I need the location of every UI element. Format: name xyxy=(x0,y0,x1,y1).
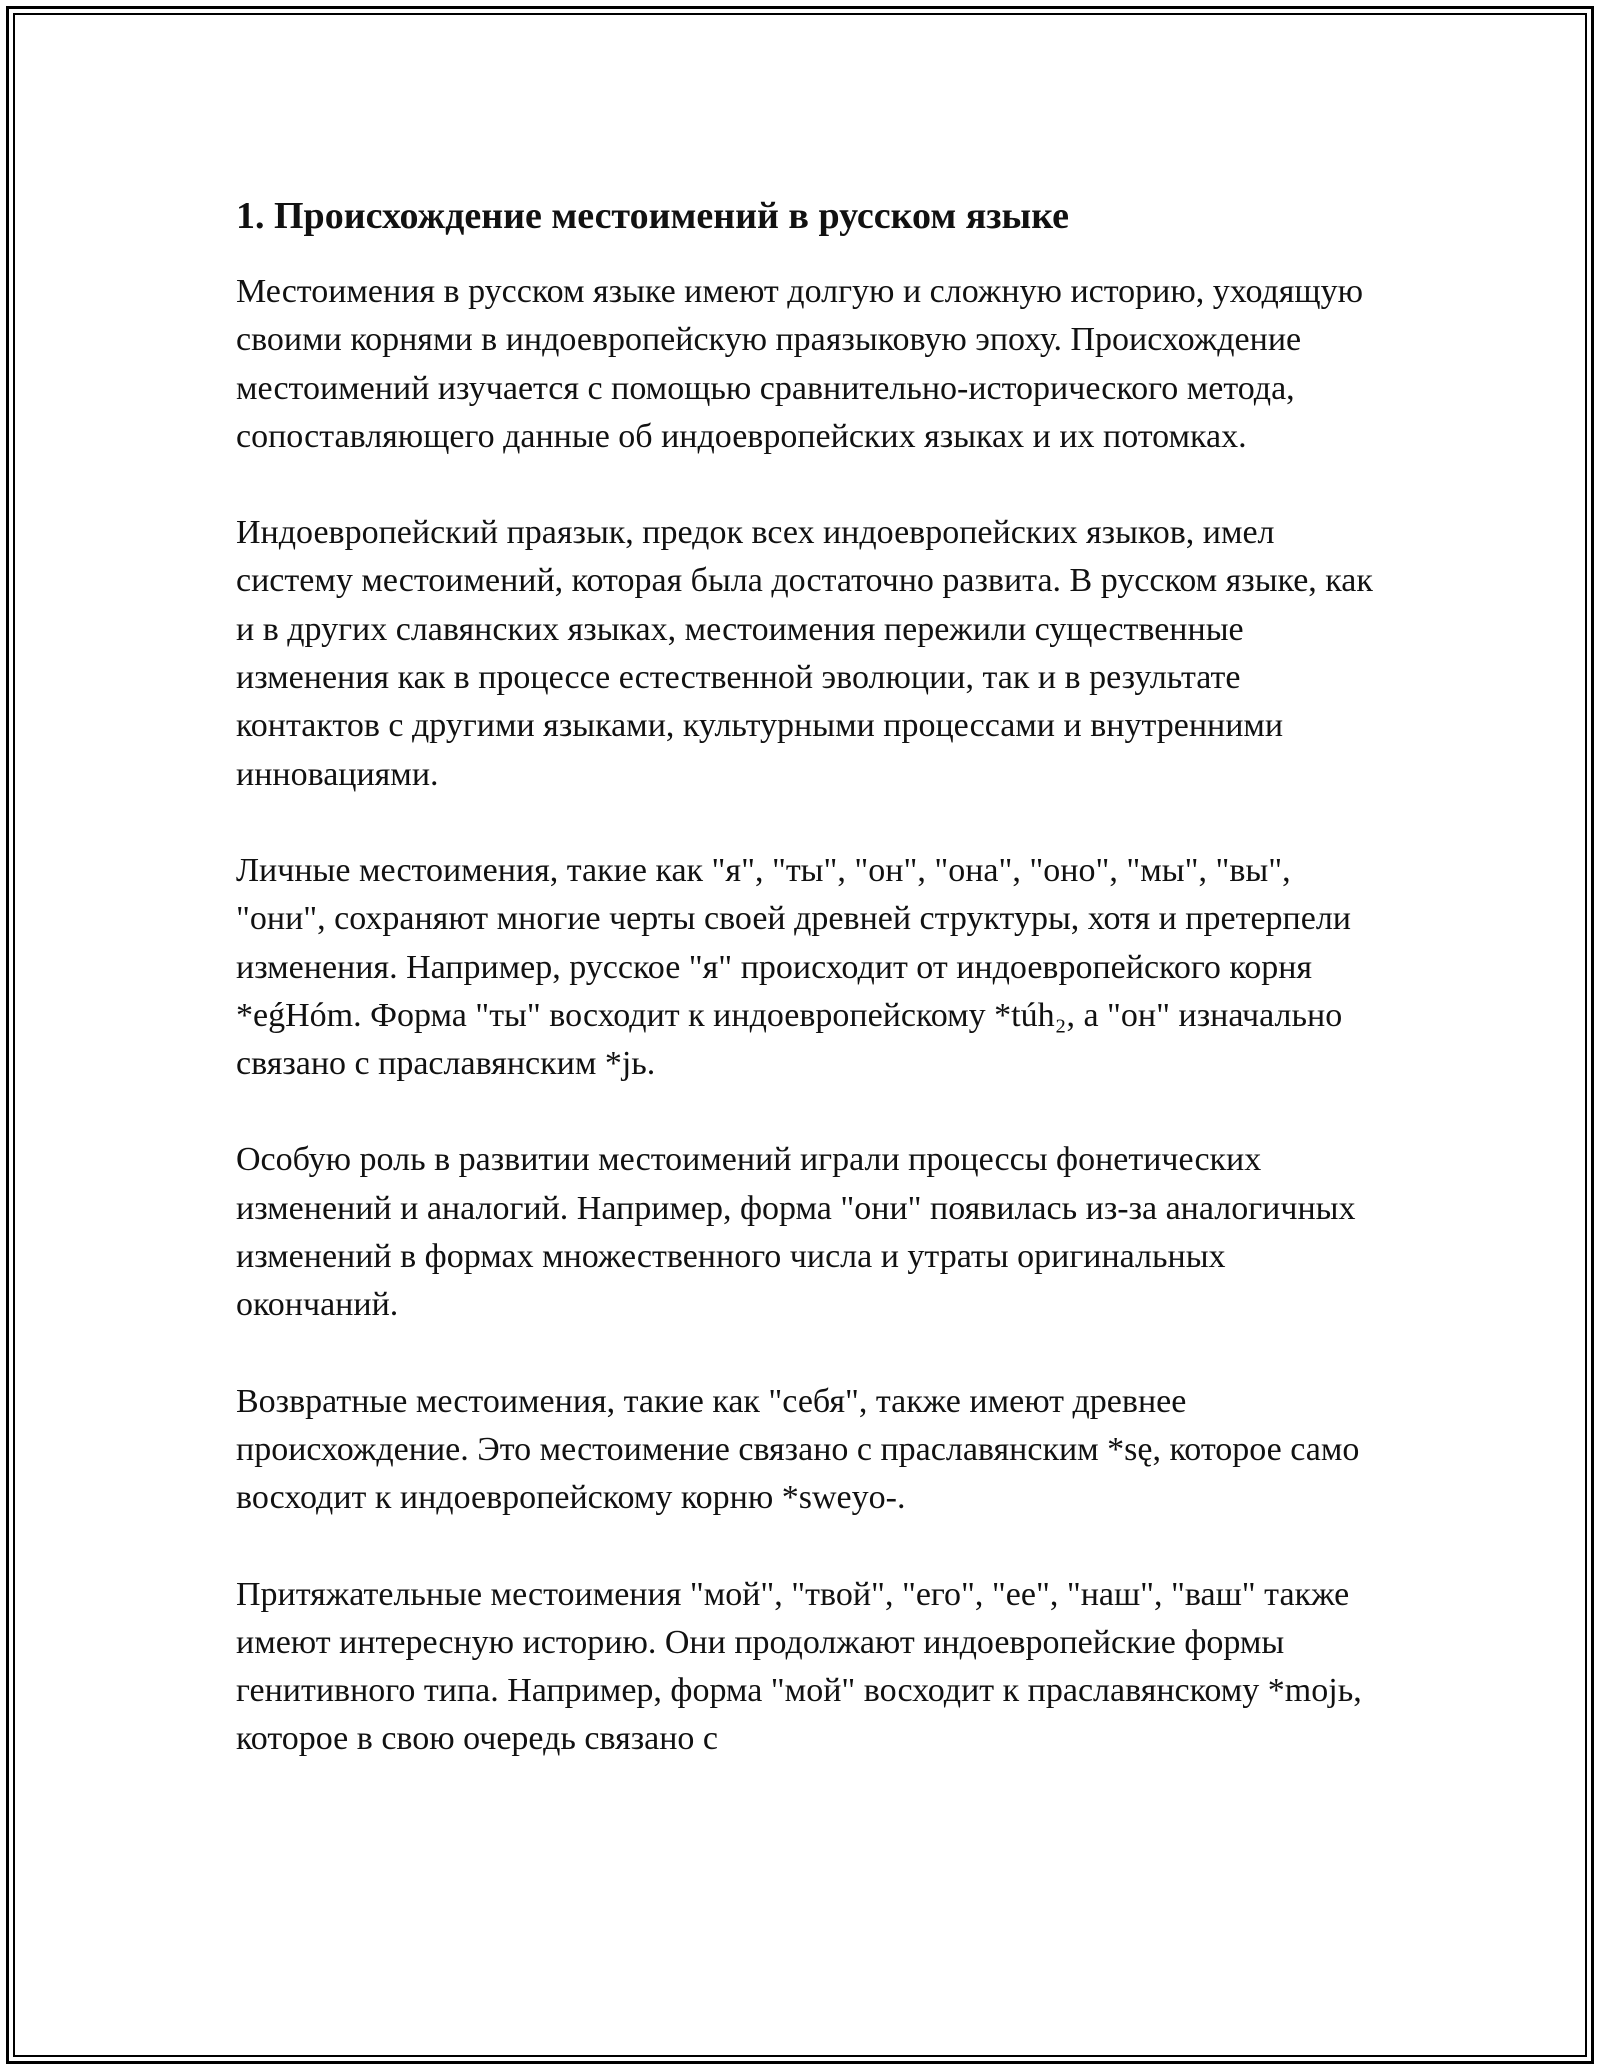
paragraph-phonetic-changes: Особую роль в развитии местоимений играли процессы фонетических изменений и аналогий. Например, форма "они" появилась из-за аналогичных изменений в формах множественного числа и утраты оригинальных окончаний. xyxy=(236,1141,1356,1324)
document-page xyxy=(236,190,1386,1764)
paragraph-intro: Местоимения в русском языке имеют долгую и сложную историю, уходящую своими корнями в индоевропейскую праязыковую эпоху. Происхождение местоимений изучается с помощью сравнительно-исторического метода, сопоставляющего данные об индоевропейских языках и их потомках. xyxy=(236,273,1363,455)
paragraph-reflexive-pronouns: Возвратные местоимения, такие как "себя", также имеют древнее происхождение. Это местоимение связано с праславянским *sę, которое само восходит к индоевропейскому корню *sweyo-. xyxy=(236,1382,1360,1517)
section-heading: 1. Происхождение местоимений в русском языке xyxy=(236,195,1070,237)
paragraph-possessive-pronouns: Притяжательные местоимения "мой", "твой", "его", "ее", "наш", "ваш" также имеют интересную историю. Они продолжают индоевропейские формы генитивного типа. Например, форма "мой" восходит к праславянскому *mojь, которое в свою очередь связано с xyxy=(236,1575,1362,1758)
paragraph-proto-language: Индоевропейский праязык, предок всех индоевропейских языков, имел систему местоимений, которая была достаточно развита. В русском языке, как и в других славянских языках, местоимения пережили существенные изменения как в процессе естественной эволюции, так и в результате контактов с другими языками, культурными процессами и внутренними инновациями. xyxy=(236,514,1373,793)
paragraph-personal-pronouns: Личные местоимения, такие как "я", "ты", "он", "она", "оно", "мы", "вы", "они", сохраняют многие черты своей древней структуры, хотя и претерпели изменения. Например, русское "я" происходит от индоевропейского корня *eǵHóm. Форма "ты" восходит к индоевропейскому *túh₂, а "он" изначально связано с праславянским *jь. xyxy=(236,851,1351,1083)
